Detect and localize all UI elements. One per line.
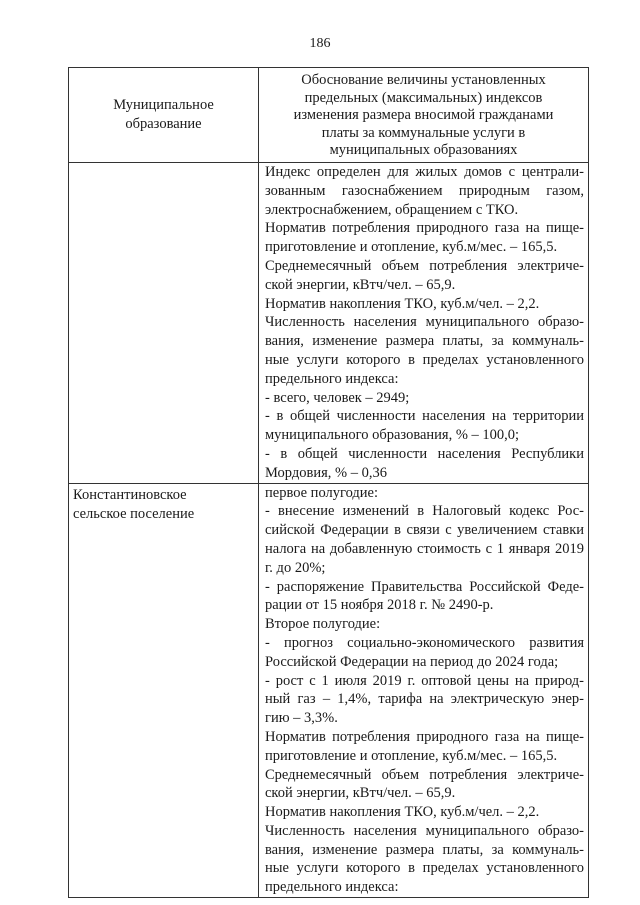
justification-cell xyxy=(259,163,589,484)
justification-line: Норматив накопления ТКО, куб.м/чел. – 2,2. xyxy=(265,804,540,821)
justification-line: г. до 20%; xyxy=(265,559,326,576)
justification-line: приготовление и отопление, куб.м/мес. – 165,5. xyxy=(265,747,558,764)
justification-line: - внесение изменений в Налоговый кодекс Рос- xyxy=(265,503,584,520)
header-municipality xyxy=(69,68,259,163)
justification-line: приготовление и отопление, куб.м/мес. – 165,5. xyxy=(265,239,558,256)
municipality-cell xyxy=(69,483,259,898)
justification-line: зованным газоснабжением природным газом, xyxy=(265,182,584,199)
municipality-cell xyxy=(69,163,259,484)
justification-line: - прогноз социально-экономического развития xyxy=(265,634,584,651)
header-line: Муниципальное xyxy=(113,97,214,113)
justification-line: Норматив потребления природного газа на пище- xyxy=(265,220,584,237)
header-line: предельных (максимальных) индексов xyxy=(304,89,543,106)
justification-line: ный газ – 1,4%, тарифа на электрическую энер- xyxy=(265,691,584,708)
justification-line: ные услуги которого в пределах установленного xyxy=(265,860,584,877)
justification-line: Численность населения муниципального образо- xyxy=(265,822,584,839)
justification-line: электроснабжением, обращением с ТКО. xyxy=(265,201,519,218)
justification-line: - распоряжение Правительства Российской Феде- xyxy=(265,578,584,595)
header-line: платы за коммунальные услуги в xyxy=(321,124,526,141)
justification-cell xyxy=(259,483,589,898)
justification-line: муниципального образования, % – 100,0; xyxy=(265,427,520,444)
justification-line: - в общей численности населения на территории xyxy=(265,408,584,425)
justification-line: налога на добавленную стоимость с 1 января 2019 xyxy=(265,540,584,557)
justification-line: Среднемесячный объем потребления электриче- xyxy=(265,766,584,783)
justification-line: ные услуги которого в пределах установленного xyxy=(265,351,584,368)
justification-line: ской энергии, кВтч/чел. – 65,9. xyxy=(265,276,456,293)
justification-line: Индекс определен для жилых домов с централи- xyxy=(265,164,584,180)
justification-line: Мордовия, % – 0,36 xyxy=(265,464,387,481)
table-row xyxy=(69,163,589,484)
table-row xyxy=(69,483,589,898)
justification-line: Среднемесячный объем потребления электриче- xyxy=(265,257,584,274)
justification-line: предельного индекса: xyxy=(265,370,399,387)
justification-line: предельного индекса: xyxy=(265,879,399,896)
header-line: Обоснование величины установленных xyxy=(301,72,546,88)
justification-line: Второе полугодие: xyxy=(265,616,381,633)
justification-line: вания, изменение размера платы, за коммуналь- xyxy=(265,841,584,858)
justification-line: гию – 3,3%. xyxy=(265,710,338,727)
justification-line: Численность населения муниципального образо- xyxy=(265,314,584,331)
header-line: изменения размера вносимой гражданами xyxy=(293,107,554,124)
justification-line: Норматив потребления природного газа на пище- xyxy=(265,728,584,745)
justification-line: - в общей численности населения Республики xyxy=(265,445,584,462)
justification-line: вания, изменение размера платы, за коммуналь- xyxy=(265,333,584,350)
justification-line: - всего, человек – 2949; xyxy=(265,389,410,406)
justification-line: ской энергии, кВтч/чел. – 65,9. xyxy=(265,785,456,802)
header-line: муниципальных образованиях xyxy=(329,142,518,159)
justification-line: сийской Федерации в связи с увеличением ставки xyxy=(265,522,584,539)
municipality-name-line: Константиновское xyxy=(73,486,187,503)
municipality-name-line: сельское поселение xyxy=(73,505,195,522)
justification-line: Норматив накопления ТКО, куб.м/чел. – 2,2. xyxy=(265,295,540,312)
header-line: образование xyxy=(125,116,202,132)
table-header-row xyxy=(69,68,589,163)
municipal-index-table xyxy=(68,67,589,898)
justification-line: Российской Федерации на период до 2024 года; xyxy=(265,653,559,670)
justification-line: - рост с 1 июля 2019 г. оптовой цены на природ- xyxy=(265,672,584,689)
page-number: 186 xyxy=(309,36,331,51)
justification-line: первое полугодие: xyxy=(265,484,379,501)
justification-line: рации от 15 ноября 2018 г. № 2490-р. xyxy=(265,597,494,614)
header-justification xyxy=(259,68,589,163)
